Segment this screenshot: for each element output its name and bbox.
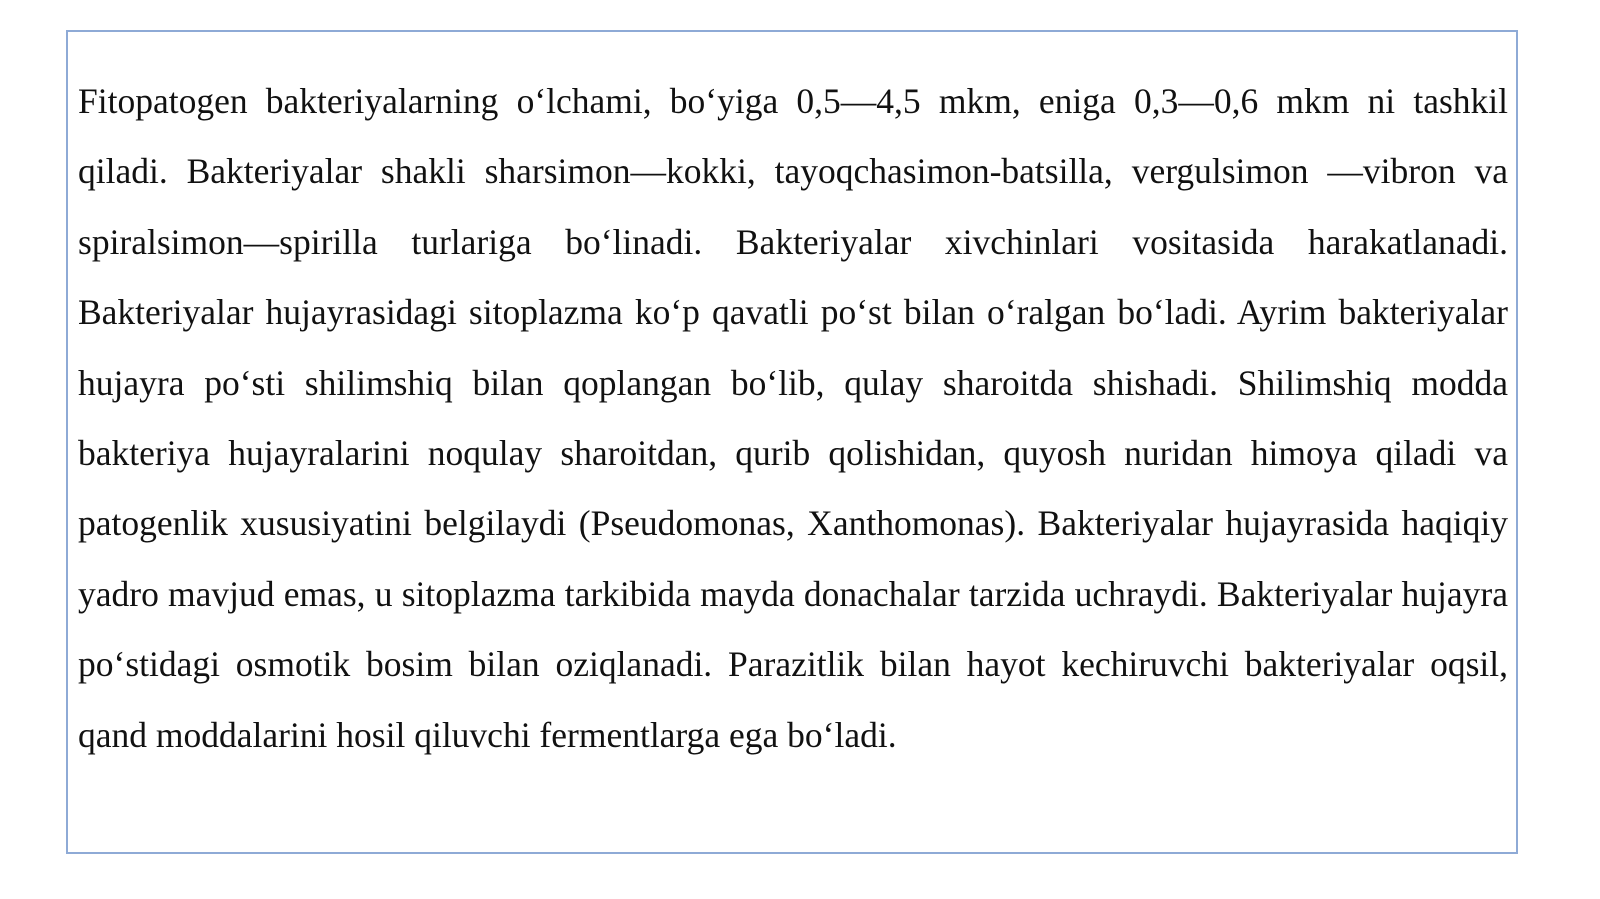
text-box	[66, 30, 1518, 854]
body-paragraph: Fitopatogen bakteriyalarning o‘lchami, bo‘yiga 0,5—4,5 mkm, eniga 0,3—0,6 mkm ni tashkil qiladi. Bakteriyalar shakli sharsimon—kokki, tayoqchasimon-batsilla, vergulsimon —vibron va spiralsimon—spirilla turlariga bo‘linadi. Bakteriyalar xivchinlari vositasida harakatlanadi. Bakteriyalar hujayrasidagi sitoplazma ko‘p qavatli po‘st bilan o‘ralgan bo‘ladi. Ayrim bakteriyalar hujayra po‘sti shilimshiq bilan qoplangan bo‘lib, qulay sharoitda shishadi. Shilimshiq modda bakteriya hujayralarini noqulay sharoitdan, qurib qolishidan, quyosh nuridan himoya qiladi va patogenlik xususiyatini belgilaydi (Pseudomonas, Xanthomonas). Bakteriyalar hujayrasida haqiqiy yadro mavjud emas, u sitoplazma tarkibida mayda donachalar tarzida uchraydi. Bakteriyalar hujayra po‘stidagi osmotik bosim bilan oziqlanadi. Parazitlik bilan hayot kechiruvchi bakteriyalar oqsil, qand moddalarini hosil qiluvchi fermentlarga ega bo‘ladi.	[78, 81, 1508, 755]
